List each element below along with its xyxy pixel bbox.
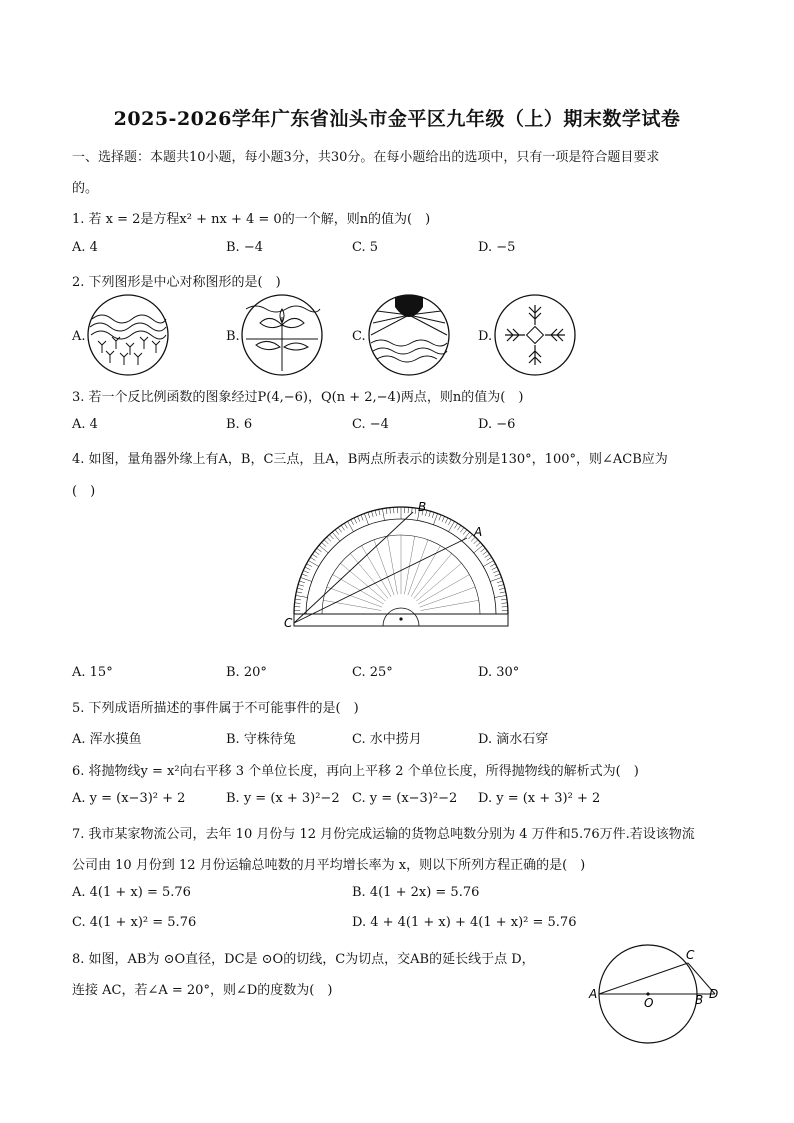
q2-figure-a — [86, 293, 170, 377]
q5-option-d: D. 滴水石穿 — [478, 732, 549, 747]
protractor-tick — [483, 551, 488, 555]
protractor-tick — [302, 574, 308, 576]
q1-option-c: C. 5 — [352, 240, 379, 255]
q2-figure-c — [367, 293, 451, 377]
protractor-tick — [490, 577, 501, 581]
protractor-tick — [382, 509, 384, 521]
protractor-tick — [474, 545, 483, 553]
protractor-tick — [332, 532, 340, 541]
protractor-tick — [445, 518, 448, 523]
protractor-ray — [421, 600, 479, 610]
q7-stem: 7. 我市某家物流公司，去年 10 月份与 12 月份完成运输的货物总吨数分别为 4 万件和5.76万件.若设该物流 — [72, 827, 695, 842]
protractor-tick — [432, 512, 434, 518]
q8-stem: 8. 如图，AB为 ⊙O直径，DC是 ⊙O的切线，C为切点，交AB的延长线于点 D， — [72, 952, 535, 967]
protractor-tick — [372, 511, 374, 517]
q5-option-c: C. 水中捞月 — [352, 732, 422, 747]
protractor-tick — [495, 595, 507, 597]
protractor-tick — [338, 527, 342, 532]
q4-label-a: A — [474, 525, 483, 539]
q1-option-b: B. −4 — [226, 240, 263, 255]
protractor-tick — [368, 512, 370, 518]
q2-figure-d — [493, 293, 577, 377]
protractor-ray — [327, 587, 382, 607]
protractor-ray — [387, 536, 397, 594]
q4-option-a: A. 15° — [72, 665, 113, 680]
protractor-tick — [433, 513, 437, 524]
protractor-tick — [375, 510, 376, 516]
protractor-tick — [457, 525, 460, 530]
protractor-tick — [327, 537, 331, 541]
protractor-ray — [418, 575, 469, 605]
q6-option-c: C. y = (x−3)²−2 — [352, 791, 458, 806]
protractor-tick — [310, 557, 315, 560]
protractor-tick — [324, 540, 328, 544]
section-header: 一、选择题：本题共10小题，每小题3分，共30分。在每小题给出的选项中，只有一项是符合题目要求 — [72, 150, 660, 165]
protractor-tick — [463, 530, 467, 535]
protractor-tick — [319, 545, 328, 553]
q3-stem: 3. 若一个反比例函数的图象经过P(4,−6)，Q(n + 2,−4)两点，则n的值为( ) — [72, 390, 524, 405]
protractor-tick — [354, 518, 357, 523]
protractor-tick — [303, 570, 308, 572]
protractor-tick — [495, 574, 501, 576]
protractor-tick — [364, 513, 368, 524]
protractor-tick — [499, 588, 505, 589]
protractor-tick — [474, 540, 478, 544]
q4-protractor-figure — [278, 496, 518, 636]
protractor-tick — [296, 595, 308, 597]
protractor-tick — [481, 548, 486, 552]
protractor-tick — [317, 548, 322, 552]
protractor-tick — [341, 525, 344, 530]
q2-option-d: D. — [478, 329, 493, 344]
protractor-tick — [386, 508, 387, 514]
section-header-cont: 的。 — [72, 181, 99, 196]
protractor-tick — [379, 509, 380, 515]
protractor-tick — [297, 588, 303, 589]
q7-option-c: C. 4(1 + x)² = 5.76 — [72, 915, 197, 930]
protractor-tick — [415, 508, 416, 514]
protractor-tick — [429, 511, 431, 517]
protractor-tick — [335, 530, 339, 535]
q7-option-d: D. 4 + 4(1 + x) + 4(1 + x)² = 5.76 — [352, 915, 577, 930]
protractor-tick — [492, 567, 497, 570]
protractor-tick — [476, 542, 480, 546]
protractor-tick — [357, 516, 359, 521]
q2-stem: 2. 下列图形是中心对称图形的是( ) — [72, 275, 281, 290]
protractor-ray — [408, 540, 428, 595]
q4-option-c: C. 25° — [352, 665, 393, 680]
protractor-tick — [295, 603, 301, 604]
protractor-tick — [314, 551, 319, 555]
q5-option-a: A. 浑水摸鱼 — [72, 732, 142, 747]
protractor-ray — [362, 546, 392, 597]
protractor-tick — [361, 515, 363, 521]
q8-label-o: O — [644, 996, 654, 1010]
page-title: 2025-2026学年广东省汕头市金平区九年级（上）期末数学试卷 — [113, 108, 681, 130]
q6-stem: 6. 将抛物线y = x²向右平移 3 个单位长度，再向上平移 2 个单位长度，所得抛物线的解析式为( ) — [72, 764, 639, 779]
q3-option-b: B. 6 — [226, 417, 253, 432]
protractor-tick — [490, 564, 495, 567]
q7-option-a: A. 4(1 + x) = 5.76 — [72, 885, 191, 900]
protractor-tick — [296, 592, 302, 593]
q4-stem: 4. 如图，量角器外缘上有A，B，C三点，且A，B两点所表示的读数分别是130°，100°，则∠ACB应为 — [72, 452, 668, 467]
protractor-tick — [500, 592, 506, 593]
protractor-ray — [323, 600, 381, 610]
q1-option-a: A. 4 — [72, 240, 98, 255]
protractor-tick — [299, 581, 305, 583]
protractor-tick — [501, 599, 507, 600]
protractor-tick — [344, 523, 347, 528]
protractor-ray — [404, 536, 414, 594]
protractor-tick — [498, 585, 504, 587]
q5-stem: 5. 下列成语所描述的事件属于不可能事件的是( ) — [72, 701, 359, 716]
protractor-tick — [351, 520, 354, 525]
q3-option-d: D. −6 — [478, 417, 516, 432]
q2-option-c: C. — [352, 329, 366, 344]
protractor-tick — [469, 534, 473, 538]
protractor-tick — [390, 508, 391, 514]
q6-option-a: A. y = (x−3)² + 2 — [72, 791, 186, 806]
q8-label-b: B — [695, 993, 704, 1007]
protractor-tick — [305, 567, 310, 570]
protractor-ray — [374, 540, 394, 595]
protractor-tick — [329, 534, 333, 538]
protractor-tick — [485, 554, 490, 557]
q8-label-d: D — [709, 987, 719, 1001]
q1-option-d: D. −5 — [478, 240, 516, 255]
protractor-tick — [460, 527, 464, 532]
q4-label-c: C — [284, 616, 293, 630]
protractor-tick — [501, 603, 507, 604]
protractor-tick — [300, 577, 311, 581]
q8-stem-cont: 连接 AC，若∠A = 20°，则∠D的度数为( ) — [72, 983, 333, 998]
q4-option-d: D. 30° — [478, 665, 520, 680]
q3-option-a: A. 4 — [72, 417, 98, 432]
q4-option-b: B. 20° — [226, 665, 267, 680]
q8-label-a: A — [589, 987, 598, 1001]
protractor-ray — [420, 587, 475, 607]
q7-option-b: B. 4(1 + 2x) = 5.76 — [352, 885, 480, 900]
q2-figure-b — [240, 293, 324, 377]
protractor-tick — [493, 570, 498, 572]
protractor-tick — [439, 515, 441, 521]
q4-label-b: B — [418, 500, 427, 514]
protractor-tick — [295, 599, 301, 600]
q5-option-b: B. 守株待兔 — [226, 732, 296, 747]
protractor-tick — [497, 581, 503, 583]
q3-option-c: C. −4 — [352, 417, 389, 432]
protractor-tick — [298, 585, 304, 587]
q1-stem: 1. 若 x = 2是方程x² + nx + 4 = 0的一个解，则n的值为( ) — [72, 212, 431, 227]
protractor-tick — [307, 564, 312, 567]
q8-label-c: C — [686, 948, 695, 962]
q6-option-b: B. y = (x + 3)²−2 — [226, 791, 340, 806]
protractor-tick — [321, 542, 325, 546]
q7-stem-cont: 公司由 10 月份到 12 月份运输总吨数的月平均增长率为 x，则以下所列方程正确的是( ) — [72, 858, 586, 873]
protractor-tick — [448, 520, 451, 525]
q6-option-d: D. y = (x + 3)² + 2 — [478, 791, 601, 806]
protractor-ray — [333, 575, 384, 605]
protractor-tick — [442, 516, 444, 521]
q2-option-b: B. — [226, 329, 240, 344]
q4-stem-cont: ( ) — [72, 484, 96, 499]
protractor-tick — [312, 554, 317, 557]
q8-circle-figure — [588, 942, 728, 1048]
protractor-tick — [487, 557, 492, 560]
q2-option-a: A. — [72, 329, 86, 344]
protractor-tick — [455, 523, 458, 528]
